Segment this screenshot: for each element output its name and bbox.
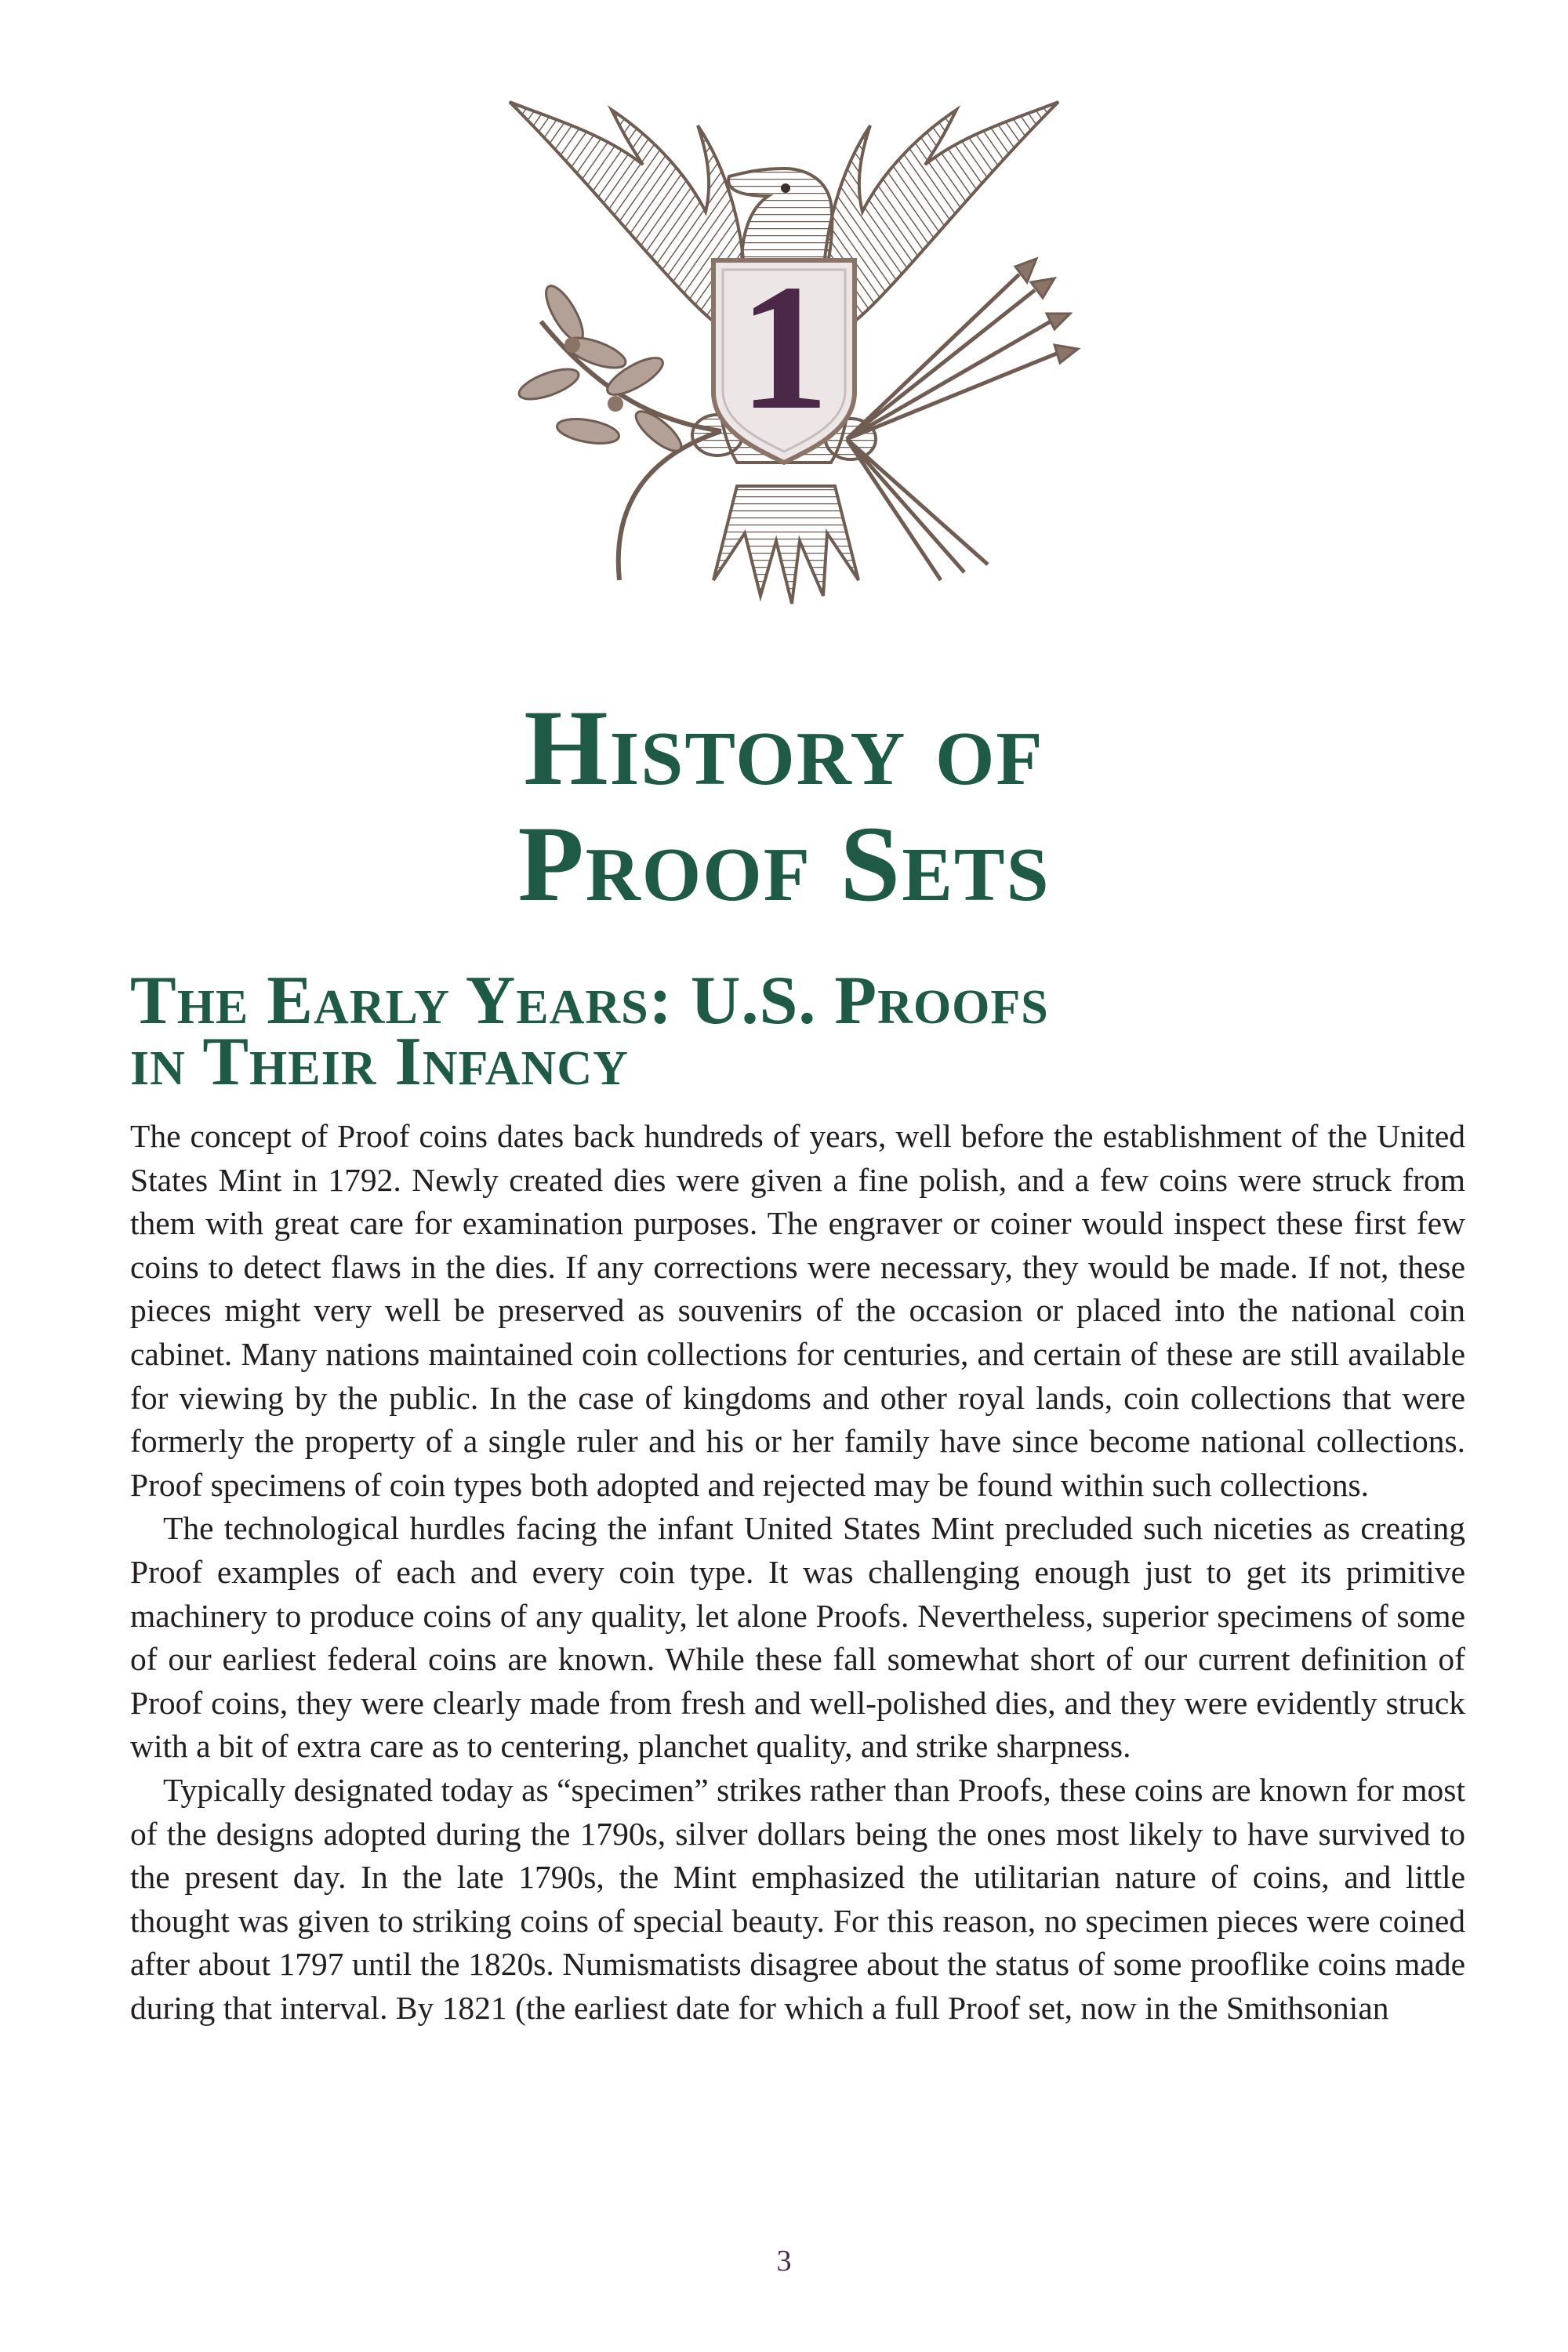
section-title [130,963,1463,1100]
body-text [130,1115,1465,2030]
page-number: 3 [776,2245,792,2278]
paragraph: Typically designated today as “specimen” strikes rather than Proofs, these coins are known for most of the designs adopted during the 1790s, silver dollars being the ones most likely to have survived to the present day. In the late 1790s, the Mint emphasized the utilitarian nature of coins, and little thought was given to striking coins of special beauty. For this reason, no specimen pieces were coined after about 1797 until the 1820s. Numismatists disagree about the status of some prooflike coins made during that interval. By 1821 (the earliest date for which a full Proof set, now in the Smithsonian [130,1771,1465,2026]
section-title-line1: The Early Years: U.S. Proofs [130,963,1049,1039]
chapter-title-line2: Proof Sets [517,804,1051,924]
chapter-title-line1: History of [524,688,1044,808]
chapter-number: 1 [739,247,829,447]
eagle-emblem-icon [478,94,1090,627]
paragraph: The technological hurdles facing the infant United States Mint precluded such niceties as creating Proof examples of each and every coin type. It was challenging enough just to get its primitive machinery to produce coins of any quality, let alone Proofs. Nevertheless, superior specimens of some of our earliest federal coins are known. While these fall somewhat short of our current definition of Proof coins, they were clearly made from fresh and well-polished dies, and they were evidently struck with a bit of extra care as to centering, planchet quality, and strike sharpness. [130,1510,1465,1765]
chapter-title [0,690,1568,922]
section-title-line2: in Their Infancy [130,1024,629,1100]
paragraph: The concept of Proof coins dates back hundreds of years, well before the establishment of the United States Mint in 1792. Newly created dies were given a fine polish, and a few coins were struck from them with great care for examination purposes. The engraver or coiner would inspect these first few coins to detect flaws in the dies. If any corrections were necessary, they would be made. If not, these pieces might very well be preserved as souvenirs of the occasion or placed into the national coin cabinet. Many nations maintained coin collections for centuries, and certain of these are still available for viewing by the public. In the case of kingdoms and other royal lands, coin collections that were formerly the property of a single ruler and his or her family have since become national collections. Proof specimens of coin types both adopted and rejected may be found within such collections. [130,1118,1465,1503]
